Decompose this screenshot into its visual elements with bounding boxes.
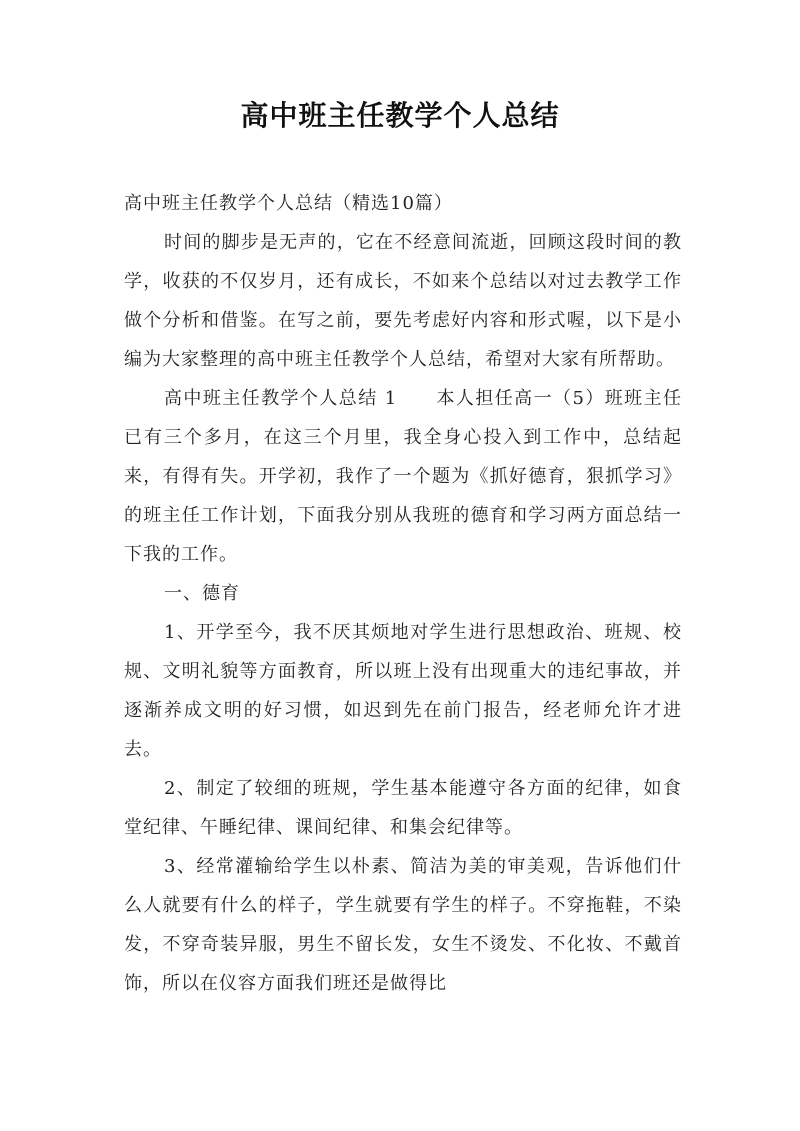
paragraph-item-1: 1、开学至今，我不厌其烦地对学生进行思想政治、班规、校规、文明礼貌等方面教育，所以班上没有出现重大的违纪事故，并逐渐养成文明的好习惯，如迟到先在前门报告，经老师允许才进去。 (124, 622, 682, 760)
section-heading-moral-education: 一、德育 (164, 583, 240, 604)
document-subtitle: 高中班主任教学个人总结（精选10篇） (124, 193, 453, 214)
paragraph-item-2: 2、制定了较细的班规，学生基本能遵守各方面的纪律，如食堂纪律、午睡纪律、课间纪律、和集会纪律等。 (124, 778, 682, 838)
paragraph-intro: 时间的脚步是无声的，它在不经意间流逝，回顾这段时间的教学，收获的不仅岁月，还有成长，不如来个总结以对过去教学工作做个分析和借鉴。在写之前，要先考虑好内容和形式喔，以下是小编为大家整理的高中班主任教学个人总结，希望对大家有所帮助。 (124, 232, 682, 370)
page-title: 高中班主任教学个人总结 (240, 99, 560, 132)
paragraph-summary-1: 高中班主任教学个人总结 1 本人担任高一（5）班班主任已有三个多月，在这三个月里，我全身心投入到工作中，总结起来，有得有失。开学初，我作了一个题为《抓好德育，狠抓学习》的班主任工作计划，下面我分别从我班的德育和学习两方面总结一下我的工作。 (124, 388, 682, 565)
paragraph-item-3: 3、经常灌输给学生以朴素、简洁为美的审美观，告诉他们什么人就要有什么的样子，学生就要有学生的样子。不穿拖鞋，不染发，不穿奇装异服，男生不留长发，女生不烫发、不化妆、不戴首饰，所以在仪容方面我们班还是做得比 (124, 856, 682, 994)
document-body (124, 184, 682, 1003)
